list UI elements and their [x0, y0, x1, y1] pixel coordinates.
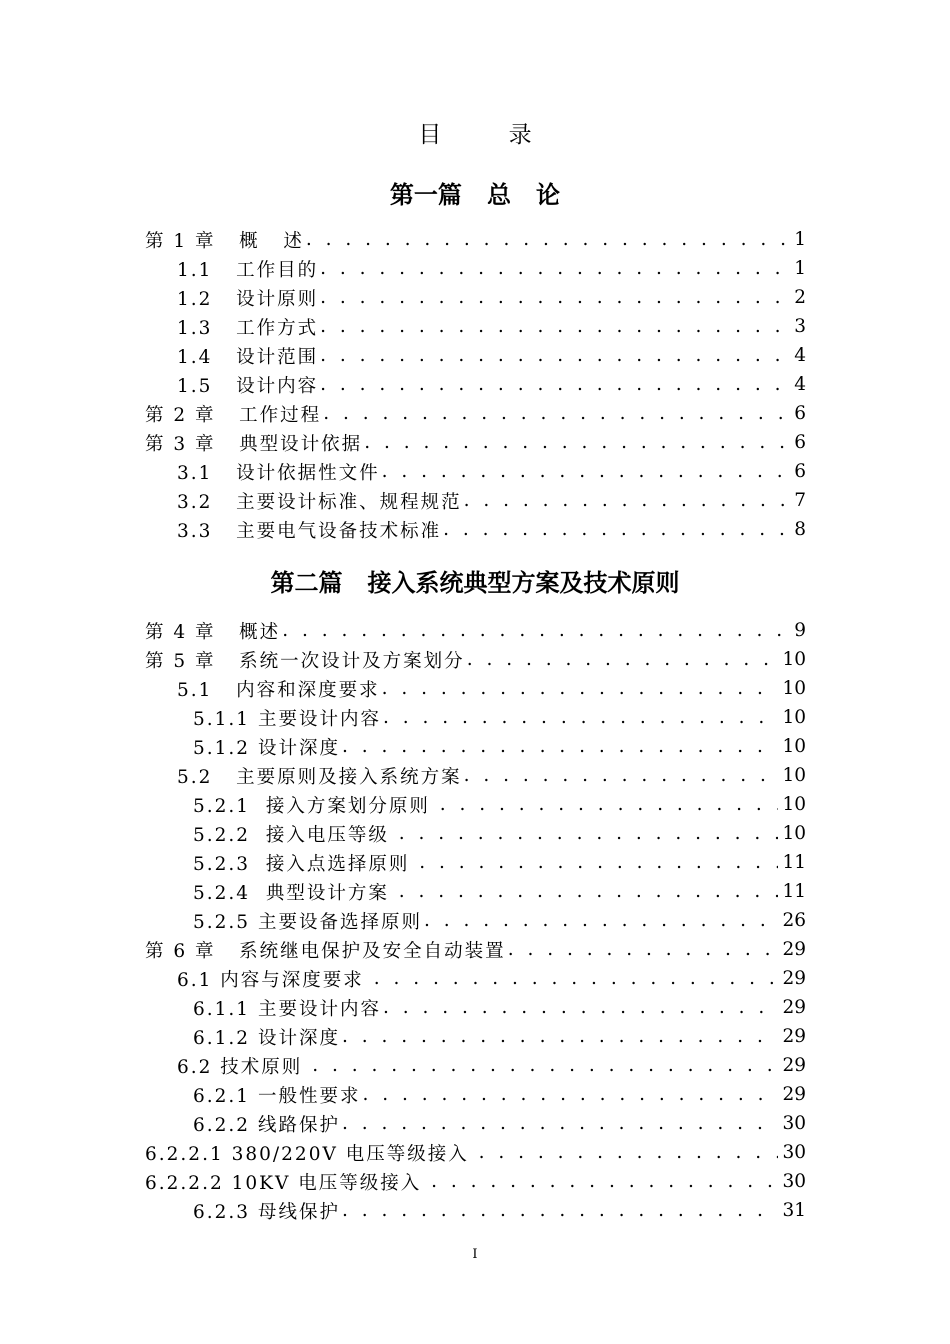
- toc-dot-leader: [383, 707, 778, 728]
- toc-dot-leader: [467, 649, 779, 670]
- toc-entry: [145, 1051, 806, 1080]
- toc-title: 目 录: [418, 122, 562, 148]
- toc-entry: [145, 1080, 806, 1109]
- part2-heading: 第二篇 接入系统典型方案及技术原则: [270, 568, 680, 597]
- toc-entry: [145, 486, 806, 515]
- toc-entry-page: 29: [782, 1026, 806, 1047]
- toc-entry-label: 1.1 工作目的: [177, 259, 319, 281]
- toc-entry-page: 29: [782, 1084, 806, 1105]
- toc-dot-leader: [320, 287, 790, 308]
- toc-dot-leader: [382, 678, 779, 699]
- toc-entry-page: 6: [794, 403, 806, 424]
- toc-dot-leader: [282, 620, 790, 641]
- toc-entry: [145, 283, 806, 312]
- toc-dot-leader: [382, 461, 791, 482]
- toc-entry-page: 30: [782, 1171, 806, 1192]
- toc-dot-leader: [342, 736, 779, 757]
- toc-entry-label: 5.1.2 设计深度: [193, 737, 340, 759]
- toc-entry: [145, 674, 806, 703]
- toc-entry-label: 1.4 设计范围: [177, 346, 319, 368]
- toc-dot-leader: [479, 1142, 779, 1163]
- toc-entry-page: 10: [782, 794, 806, 815]
- toc-entry: [145, 645, 806, 674]
- toc-entry-label: 5.1 内容和深度要求: [177, 679, 380, 701]
- toc-dot-leader: [464, 490, 791, 511]
- toc-entry-label: 6.2.3 母线保护: [193, 1201, 340, 1223]
- page-number: I: [472, 1247, 478, 1262]
- toc-dot-leader: [464, 765, 779, 786]
- toc-entry: [145, 1196, 806, 1225]
- toc-dot-leader: [323, 403, 790, 424]
- toc-entry-page: 10: [782, 707, 806, 728]
- toc-entry-label: 5.1.1 主要设计内容: [193, 708, 381, 730]
- toc-entry: [145, 457, 806, 486]
- toc-entry: [145, 428, 806, 457]
- toc-entry-label: 1.5 设计内容: [177, 375, 319, 397]
- toc-entry-page: 9: [794, 620, 806, 641]
- toc-entry: [145, 819, 806, 848]
- toc-entry: [145, 935, 806, 964]
- toc-dot-leader: [440, 794, 779, 815]
- toc-dot-leader: [320, 258, 790, 279]
- toc-entry-page: 4: [794, 345, 806, 366]
- toc-dot-leader: [374, 968, 779, 989]
- toc-entry: [145, 848, 806, 877]
- toc-part2: [145, 616, 806, 1225]
- toc-dot-leader: [312, 1055, 778, 1076]
- toc-entry: [145, 1022, 806, 1051]
- toc-entry-page: 11: [782, 852, 806, 873]
- toc-entry-label: 第 2 章 工作过程: [145, 404, 322, 426]
- toc-entry: [145, 1138, 806, 1167]
- toc-dot-leader: [508, 939, 779, 960]
- toc-entry-page: 10: [782, 649, 806, 670]
- toc-entry: [145, 703, 806, 732]
- toc-part1: [145, 225, 806, 544]
- toc-entry-label: 第 4 章 概述: [145, 621, 281, 643]
- toc-entry-label: 5.2.3 接入点选择原则: [193, 853, 418, 875]
- toc-entry-page: 30: [782, 1113, 806, 1134]
- toc-entry-page: 10: [782, 823, 806, 844]
- toc-dot-leader: [320, 316, 790, 337]
- toc-entry-label: 第 6 章 系统继电保护及安全自动装置: [145, 940, 506, 962]
- toc-dot-leader: [383, 997, 778, 1018]
- toc-entry-label: 1.3 工作方式: [177, 317, 319, 339]
- toc-entry: [145, 1109, 806, 1138]
- toc-entry-page: 2: [794, 287, 806, 308]
- toc-entry-page: 6: [794, 432, 806, 453]
- toc-dot-leader: [364, 432, 790, 453]
- toc-dot-leader: [320, 374, 790, 395]
- toc-dot-leader: [431, 1171, 778, 1192]
- toc-entry-label: 6.1 内容与深度要求: [177, 969, 372, 991]
- toc-entry-page: 30: [782, 1142, 806, 1163]
- toc-entry-page: 26: [782, 910, 806, 931]
- toc-entry-page: 11: [782, 881, 806, 902]
- toc-entry-page: 29: [782, 939, 806, 960]
- toc-entry-page: 8: [794, 519, 806, 540]
- toc-entry: [145, 790, 806, 819]
- toc-entry-label: 第 3 章 典型设计依据: [145, 433, 363, 455]
- toc-entry: [145, 877, 806, 906]
- toc-entry: [145, 370, 806, 399]
- toc-entry-label: 第 1 章 概 述: [145, 230, 304, 252]
- toc-entry-label: 6.2.2.1 380/220V 电压等级接入: [145, 1143, 477, 1165]
- toc-entry-page: 3: [794, 316, 806, 337]
- toc-entry: [145, 761, 806, 790]
- toc-entry-page: 10: [782, 765, 806, 786]
- toc-entry-label: 6.1.2 设计深度: [193, 1027, 340, 1049]
- toc-entry-page: 4: [794, 374, 806, 395]
- toc-entry-page: 6: [794, 461, 806, 482]
- toc-entry-page: 29: [782, 997, 806, 1018]
- toc-entry-label: 3.3 主要电气设备技术标准: [177, 520, 442, 542]
- toc-dot-leader: [342, 1026, 779, 1047]
- toc-entry-label: 6.2 技术原则: [177, 1056, 311, 1078]
- toc-dot-leader: [362, 1084, 778, 1105]
- part1-heading: 第一篇 总 论: [389, 180, 561, 209]
- toc-entry-label: 5.2.4 典型设计方案: [193, 882, 397, 904]
- toc-dot-leader: [306, 229, 790, 250]
- toc-dot-leader: [443, 519, 790, 540]
- toc-entry-label: 5.2.2 接入电压等级: [193, 824, 397, 846]
- toc-dot-leader: [342, 1113, 779, 1134]
- toc-entry: [145, 225, 806, 254]
- toc-entry-label: 6.2.1 一般性要求: [193, 1085, 361, 1107]
- toc-entry-page: 31: [782, 1200, 806, 1221]
- toc-entry-label: 3.2 主要设计标准、规程规范: [177, 491, 462, 513]
- toc-dot-leader: [320, 345, 790, 366]
- toc-entry-page: 29: [782, 968, 806, 989]
- toc-dot-leader: [399, 823, 779, 844]
- toc-entry-label: 6.2.2.2 10KV 电压等级接入: [145, 1172, 430, 1194]
- toc-entry-page: 29: [782, 1055, 806, 1076]
- toc-entry-page: 10: [782, 678, 806, 699]
- toc-entry: [145, 964, 806, 993]
- toc-entry: [145, 341, 806, 370]
- toc-entry: [145, 312, 806, 341]
- toc-entry-label: 6.1.1 主要设计内容: [193, 998, 381, 1020]
- toc-dot-leader: [424, 910, 778, 931]
- toc-entry-page: 10: [782, 736, 806, 757]
- toc-entry: [145, 616, 806, 645]
- toc-entry-label: 第 5 章 系统一次设计及方案划分: [145, 650, 465, 672]
- toc-entry: [145, 993, 806, 1022]
- toc-entry-label: 5.2.1 接入方案划分原则: [193, 795, 438, 817]
- toc-entry-page: 1: [794, 229, 806, 250]
- toc-entry-label: 5.2 主要原则及接入系统方案: [177, 766, 462, 788]
- toc-dot-leader: [342, 1200, 779, 1221]
- toc-entry-label: 6.2.2 线路保护: [193, 1114, 340, 1136]
- toc-entry-label: 3.1 设计依据性文件: [177, 462, 380, 484]
- toc-entry: [145, 732, 806, 761]
- toc-dot-leader: [399, 881, 779, 902]
- toc-entry: [145, 254, 806, 283]
- toc-entry: [145, 1167, 806, 1196]
- toc-entry: [145, 399, 806, 428]
- toc-entry-label: 5.2.5 主要设备选择原则: [193, 911, 422, 933]
- toc-entry-label: 1.2 设计原则: [177, 288, 319, 310]
- toc-entry-page: 1: [794, 258, 806, 279]
- toc-dot-leader: [419, 852, 778, 873]
- toc-entry-page: 7: [794, 490, 806, 511]
- toc-entry: [145, 906, 806, 935]
- toc-entry: [145, 515, 806, 544]
